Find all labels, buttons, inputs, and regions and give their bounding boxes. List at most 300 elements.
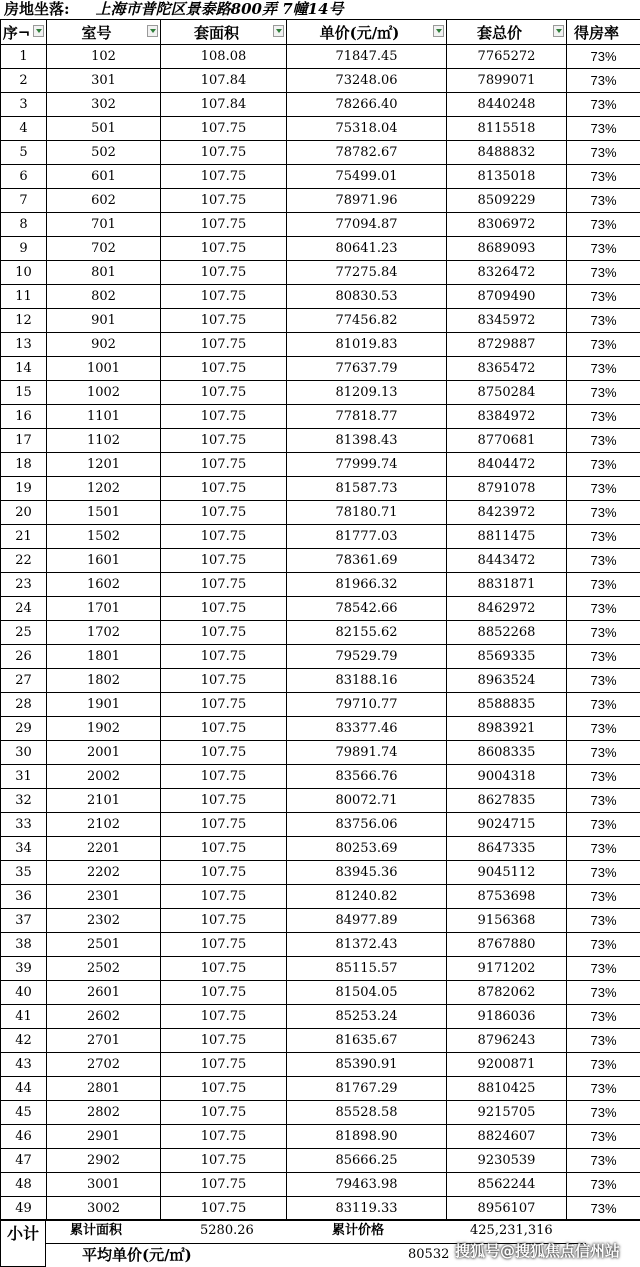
- header-label: 套面积: [193, 23, 239, 42]
- cell-unit-price: 75499.01: [287, 165, 447, 189]
- cell-area: 107.75: [161, 1077, 287, 1101]
- filter-dropdown-icon[interactable]: [33, 25, 44, 37]
- table-row: [1, 525, 640, 549]
- table-row: [1, 693, 640, 717]
- cell-total-price: 8709490: [447, 285, 567, 309]
- cell-efficiency: 73%: [567, 285, 640, 309]
- cell-unit-price: 77637.79: [287, 357, 447, 381]
- cell-room: 1801: [47, 645, 161, 669]
- cell-seq: 7: [1, 189, 47, 213]
- table-row: [1, 621, 640, 645]
- cell-seq: 25: [1, 621, 47, 645]
- cell-room: 1502: [47, 525, 161, 549]
- cell-total-price: 7765272: [447, 45, 567, 69]
- header-seq[interactable]: [1, 20, 47, 45]
- cell-efficiency: 73%: [567, 237, 640, 261]
- cell-seq: 24: [1, 597, 47, 621]
- cell-unit-price: 85528.58: [287, 1101, 447, 1125]
- cell-seq: 21: [1, 525, 47, 549]
- table-row: [1, 165, 640, 189]
- table-row: [1, 117, 640, 141]
- table-row: [1, 261, 640, 285]
- cell-total-price: 8115518: [447, 117, 567, 141]
- cell-area: 107.75: [161, 1173, 287, 1197]
- cell-efficiency: 73%: [567, 213, 640, 237]
- cell-total-price: 8569335: [447, 645, 567, 669]
- cell-room: 1102: [47, 429, 161, 453]
- cell-unit-price: 85390.91: [287, 1053, 447, 1077]
- cell-total-price: 8345972: [447, 309, 567, 333]
- cell-seq: 9: [1, 237, 47, 261]
- total-area-label: 累计面积: [70, 1223, 123, 1238]
- cell-area: 107.75: [161, 981, 287, 1005]
- cell-seq: 28: [1, 693, 47, 717]
- cell-efficiency: 73%: [567, 405, 640, 429]
- cell-seq: 43: [1, 1053, 47, 1077]
- cell-area: 107.75: [161, 573, 287, 597]
- cell-total-price: 8810425: [447, 1077, 567, 1101]
- cell-seq: 42: [1, 1029, 47, 1053]
- cell-seq: 3: [1, 93, 47, 117]
- header-label: 套总价: [476, 23, 522, 42]
- header-label: 得房率: [573, 23, 619, 42]
- cell-room: 1501: [47, 501, 161, 525]
- cell-seq: 19: [1, 477, 47, 501]
- header-label: 单价(元/㎡): [319, 23, 400, 42]
- cell-seq: 15: [1, 381, 47, 405]
- table-row: [1, 717, 640, 741]
- cell-room: 1602: [47, 573, 161, 597]
- cell-total-price: 9024715: [447, 813, 567, 837]
- cell-efficiency: 73%: [567, 789, 640, 813]
- table-row: [1, 981, 640, 1005]
- cell-seq: 13: [1, 333, 47, 357]
- cell-area: 107.75: [161, 429, 287, 453]
- table-row: [1, 141, 640, 165]
- cell-area: 107.75: [161, 741, 287, 765]
- cell-area: 107.75: [161, 597, 287, 621]
- table-row: [1, 861, 640, 885]
- cell-efficiency: 73%: [567, 1101, 640, 1125]
- cell-area: 107.75: [161, 1053, 287, 1077]
- cell-efficiency: 73%: [567, 165, 640, 189]
- cell-efficiency: 73%: [567, 141, 640, 165]
- cell-total-price: 8767880: [447, 933, 567, 957]
- table-row: [1, 237, 640, 261]
- cell-seq: 6: [1, 165, 47, 189]
- cell-total-price: 8365472: [447, 357, 567, 381]
- cell-room: 2901: [47, 1125, 161, 1149]
- cell-total-price: 9200871: [447, 1053, 567, 1077]
- subtotal-label: 小计: [0, 1219, 46, 1267]
- table-row: [1, 669, 640, 693]
- cell-efficiency: 73%: [567, 333, 640, 357]
- table-row: [1, 813, 640, 837]
- table-header-row: [1, 20, 640, 45]
- cell-room: 2502: [47, 957, 161, 981]
- cell-total-price: 9004318: [447, 765, 567, 789]
- total-price-label: 累计价格: [332, 1223, 385, 1238]
- cell-room: 2101: [47, 789, 161, 813]
- cell-total-price: 8729887: [447, 333, 567, 357]
- cell-seq: 47: [1, 1149, 47, 1173]
- cell-seq: 14: [1, 357, 47, 381]
- cell-unit-price: 79463.98: [287, 1173, 447, 1197]
- cell-seq: 26: [1, 645, 47, 669]
- cell-room: 2702: [47, 1053, 161, 1077]
- cell-room: 2602: [47, 1005, 161, 1029]
- cell-unit-price: 81635.67: [287, 1029, 447, 1053]
- cell-room: 302: [47, 93, 161, 117]
- cell-seq: 44: [1, 1077, 47, 1101]
- cell-area: 107.75: [161, 117, 287, 141]
- cell-seq: 12: [1, 309, 47, 333]
- cell-room: 2001: [47, 741, 161, 765]
- cell-room: 102: [47, 45, 161, 69]
- cell-room: 701: [47, 213, 161, 237]
- table-row: [1, 549, 640, 573]
- cell-efficiency: 73%: [567, 189, 640, 213]
- cell-seq: 34: [1, 837, 47, 861]
- cell-total-price: 9186036: [447, 1005, 567, 1029]
- table-row: [1, 501, 640, 525]
- cell-efficiency: 73%: [567, 45, 640, 69]
- table-row: [1, 309, 640, 333]
- cell-seq: 40: [1, 981, 47, 1005]
- cell-efficiency: 73%: [567, 669, 640, 693]
- cell-efficiency: 73%: [567, 1077, 640, 1101]
- cell-total-price: 8647335: [447, 837, 567, 861]
- cell-efficiency: 73%: [567, 1173, 640, 1197]
- cell-seq: 1: [1, 45, 47, 69]
- cell-area: 107.84: [161, 69, 287, 93]
- cell-seq: 32: [1, 789, 47, 813]
- cell-efficiency: 73%: [567, 1149, 640, 1173]
- cell-unit-price: 78266.40: [287, 93, 447, 117]
- cell-area: 107.75: [161, 669, 287, 693]
- cell-unit-price: 81019.83: [287, 333, 447, 357]
- cell-total-price: 8384972: [447, 405, 567, 429]
- cell-room: 2002: [47, 765, 161, 789]
- cell-area: 107.75: [161, 1125, 287, 1149]
- header-label: 序¬: [2, 23, 31, 42]
- table-row: [1, 837, 640, 861]
- cell-efficiency: 73%: [567, 453, 640, 477]
- cell-area: 107.75: [161, 1005, 287, 1029]
- cell-area: 107.75: [161, 765, 287, 789]
- cell-efficiency: 73%: [567, 357, 640, 381]
- location-value: 上海市普陀区景泰路800弄 7幢14号: [95, 0, 344, 18]
- cell-seq: 8: [1, 213, 47, 237]
- filter-dropdown-icon[interactable]: [147, 25, 158, 37]
- table-row: [1, 405, 640, 429]
- cell-room: 1802: [47, 669, 161, 693]
- location-label: 房地坐落:: [4, 0, 70, 18]
- cell-efficiency: 73%: [567, 645, 640, 669]
- header-label: 室号: [81, 23, 112, 42]
- cell-efficiency: 73%: [567, 717, 640, 741]
- table-row: [1, 45, 640, 69]
- cell-area: 107.84: [161, 93, 287, 117]
- cell-area: 107.75: [161, 501, 287, 525]
- table-row: [1, 477, 640, 501]
- cell-area: 107.75: [161, 357, 287, 381]
- cell-seq: 29: [1, 717, 47, 741]
- cell-seq: 45: [1, 1101, 47, 1125]
- cell-efficiency: 73%: [567, 1029, 640, 1053]
- cell-seq: 35: [1, 861, 47, 885]
- cell-seq: 30: [1, 741, 47, 765]
- cell-seq: 41: [1, 1005, 47, 1029]
- cell-total-price: 8443472: [447, 549, 567, 573]
- cell-seq: 10: [1, 261, 47, 285]
- cell-efficiency: 73%: [567, 525, 640, 549]
- cell-unit-price: 80072.71: [287, 789, 447, 813]
- cell-efficiency: 73%: [567, 261, 640, 285]
- cell-seq: 48: [1, 1173, 47, 1197]
- cell-area: 107.75: [161, 645, 287, 669]
- table-row: [1, 1053, 640, 1077]
- cell-area: 107.75: [161, 717, 287, 741]
- cell-efficiency: 73%: [567, 813, 640, 837]
- cell-area: 107.75: [161, 861, 287, 885]
- cell-unit-price: 78361.69: [287, 549, 447, 573]
- cell-efficiency: 73%: [567, 309, 640, 333]
- cell-seq: 36: [1, 885, 47, 909]
- cell-area: 107.75: [161, 1029, 287, 1053]
- table-row: [1, 1077, 640, 1101]
- header-total-price[interactable]: [447, 20, 567, 45]
- cell-total-price: 8588835: [447, 693, 567, 717]
- cell-total-price: 8423972: [447, 501, 567, 525]
- cell-total-price: 8608335: [447, 741, 567, 765]
- cell-area: 107.75: [161, 837, 287, 861]
- cell-unit-price: 77999.74: [287, 453, 447, 477]
- cell-seq: 38: [1, 933, 47, 957]
- cell-area: 107.75: [161, 1149, 287, 1173]
- cell-unit-price: 81898.90: [287, 1125, 447, 1149]
- table-row: [1, 1197, 640, 1221]
- table-row: [1, 285, 640, 309]
- cell-total-price: 8796243: [447, 1029, 567, 1053]
- cell-unit-price: 83566.76: [287, 765, 447, 789]
- cell-area: 107.75: [161, 933, 287, 957]
- cell-area: 107.75: [161, 453, 287, 477]
- cell-area: 107.75: [161, 213, 287, 237]
- table-row: [1, 885, 640, 909]
- filter-dropdown-icon[interactable]: [553, 25, 564, 37]
- cell-seq: 18: [1, 453, 47, 477]
- cell-area: 107.75: [161, 261, 287, 285]
- cell-unit-price: 79529.79: [287, 645, 447, 669]
- table-row: [1, 93, 640, 117]
- cell-unit-price: 78542.66: [287, 597, 447, 621]
- cell-room: 602: [47, 189, 161, 213]
- cell-room: 1002: [47, 381, 161, 405]
- cell-total-price: 9230539: [447, 1149, 567, 1173]
- cell-efficiency: 73%: [567, 885, 640, 909]
- header-efficiency[interactable]: [567, 20, 640, 45]
- cell-room: 1601: [47, 549, 161, 573]
- cell-room: 802: [47, 285, 161, 309]
- table-row: [1, 213, 640, 237]
- cell-room: 3002: [47, 1197, 161, 1221]
- cell-efficiency: 73%: [567, 93, 640, 117]
- cell-room: 801: [47, 261, 161, 285]
- cell-total-price: 9045112: [447, 861, 567, 885]
- cell-efficiency: 73%: [567, 597, 640, 621]
- header-room[interactable]: [47, 20, 161, 45]
- cell-total-price: 8440248: [447, 93, 567, 117]
- cell-efficiency: 73%: [567, 549, 640, 573]
- table-row: [1, 789, 640, 813]
- cell-seq: 5: [1, 141, 47, 165]
- cell-efficiency: 73%: [567, 693, 640, 717]
- cell-unit-price: 79891.74: [287, 741, 447, 765]
- cell-total-price: 8488832: [447, 141, 567, 165]
- cell-total-price: 8689093: [447, 237, 567, 261]
- cell-total-price: 8770681: [447, 429, 567, 453]
- cell-efficiency: 73%: [567, 477, 640, 501]
- cell-total-price: 8824607: [447, 1125, 567, 1149]
- cell-area: 107.75: [161, 693, 287, 717]
- cell-unit-price: 77456.82: [287, 309, 447, 333]
- cell-efficiency: 73%: [567, 1125, 640, 1149]
- cell-total-price: 8852268: [447, 621, 567, 645]
- cell-efficiency: 73%: [567, 69, 640, 93]
- cell-total-price: 9171202: [447, 957, 567, 981]
- cell-unit-price: 77275.84: [287, 261, 447, 285]
- cell-room: 501: [47, 117, 161, 141]
- header-area[interactable]: [161, 20, 287, 45]
- cell-unit-price: 83119.33: [287, 1197, 447, 1221]
- cell-unit-price: 81372.43: [287, 933, 447, 957]
- cell-total-price: 9156368: [447, 909, 567, 933]
- cell-unit-price: 80253.69: [287, 837, 447, 861]
- cell-total-price: 8404472: [447, 453, 567, 477]
- cell-unit-price: 71847.45: [287, 45, 447, 69]
- cell-total-price: 8750284: [447, 381, 567, 405]
- cell-area: 107.75: [161, 957, 287, 981]
- cell-seq: 22: [1, 549, 47, 573]
- cell-total-price: 8811475: [447, 525, 567, 549]
- cell-room: 2102: [47, 813, 161, 837]
- cell-area: 107.75: [161, 381, 287, 405]
- cell-unit-price: 81966.32: [287, 573, 447, 597]
- cell-seq: 31: [1, 765, 47, 789]
- cell-seq: 2: [1, 69, 47, 93]
- table-row: [1, 957, 640, 981]
- cell-room: 1702: [47, 621, 161, 645]
- cell-total-price: 8782062: [447, 981, 567, 1005]
- cell-room: 2802: [47, 1101, 161, 1125]
- cell-room: 2202: [47, 861, 161, 885]
- cell-unit-price: 82155.62: [287, 621, 447, 645]
- cell-unit-price: 78782.67: [287, 141, 447, 165]
- cell-room: 1901: [47, 693, 161, 717]
- cell-seq: 23: [1, 573, 47, 597]
- cell-unit-price: 81240.82: [287, 885, 447, 909]
- table-row: [1, 933, 640, 957]
- table-row: [1, 573, 640, 597]
- cell-unit-price: 83377.46: [287, 717, 447, 741]
- cell-total-price: 8983921: [447, 717, 567, 741]
- cell-unit-price: 81587.73: [287, 477, 447, 501]
- cell-unit-price: 81398.43: [287, 429, 447, 453]
- table-row: [1, 333, 640, 357]
- cell-total-price: 8306972: [447, 213, 567, 237]
- cell-efficiency: 73%: [567, 861, 640, 885]
- cell-unit-price: 79710.77: [287, 693, 447, 717]
- cell-room: 2501: [47, 933, 161, 957]
- cell-total-price: 8462972: [447, 597, 567, 621]
- table-row: [1, 429, 640, 453]
- cell-unit-price: 83945.36: [287, 861, 447, 885]
- cell-room: 1101: [47, 405, 161, 429]
- cell-room: 2902: [47, 1149, 161, 1173]
- cell-total-price: 8753698: [447, 885, 567, 909]
- cell-area: 107.75: [161, 405, 287, 429]
- cell-area: 107.75: [161, 549, 287, 573]
- cell-room: 2801: [47, 1077, 161, 1101]
- cell-room: 502: [47, 141, 161, 165]
- cell-seq: 39: [1, 957, 47, 981]
- cell-efficiency: 73%: [567, 429, 640, 453]
- cell-area: 107.75: [161, 141, 287, 165]
- cell-room: 2201: [47, 837, 161, 861]
- cell-area: 107.75: [161, 309, 287, 333]
- cell-efficiency: 73%: [567, 909, 640, 933]
- cell-total-price: 8562244: [447, 1173, 567, 1197]
- cell-unit-price: 81767.29: [287, 1077, 447, 1101]
- filter-dropdown-icon[interactable]: [273, 25, 284, 37]
- cell-area: 107.75: [161, 1101, 287, 1125]
- cell-seq: 33: [1, 813, 47, 837]
- cell-seq: 17: [1, 429, 47, 453]
- cell-total-price: 8791078: [447, 477, 567, 501]
- table-row: [1, 69, 640, 93]
- cell-total-price: 9215705: [447, 1101, 567, 1125]
- cell-efficiency: 73%: [567, 1053, 640, 1077]
- cell-room: 901: [47, 309, 161, 333]
- table-row: [1, 909, 640, 933]
- cell-total-price: 7899071: [447, 69, 567, 93]
- cell-unit-price: 77094.87: [287, 213, 447, 237]
- cell-room: 1202: [47, 477, 161, 501]
- price-table: [0, 19, 640, 1221]
- cell-efficiency: 73%: [567, 981, 640, 1005]
- cell-efficiency: 73%: [567, 1197, 640, 1221]
- cell-efficiency: 73%: [567, 117, 640, 141]
- cell-efficiency: 73%: [567, 837, 640, 861]
- cell-area: 107.75: [161, 285, 287, 309]
- table-row: [1, 453, 640, 477]
- cell-efficiency: 73%: [567, 933, 640, 957]
- avg-price-value: 80532: [408, 1247, 450, 1262]
- cell-unit-price: 73248.06: [287, 69, 447, 93]
- watermark: 搜狐号@搜狐焦点信州站: [455, 1242, 621, 1260]
- table-row: [1, 765, 640, 789]
- cell-efficiency: 73%: [567, 741, 640, 765]
- cell-area: 107.75: [161, 477, 287, 501]
- header-unit-price[interactable]: [287, 20, 447, 45]
- cell-efficiency: 73%: [567, 621, 640, 645]
- table-row: [1, 357, 640, 381]
- filter-dropdown-icon[interactable]: [433, 25, 444, 37]
- cell-room: 601: [47, 165, 161, 189]
- table-row: [1, 1029, 640, 1053]
- cell-area: 107.75: [161, 1197, 287, 1221]
